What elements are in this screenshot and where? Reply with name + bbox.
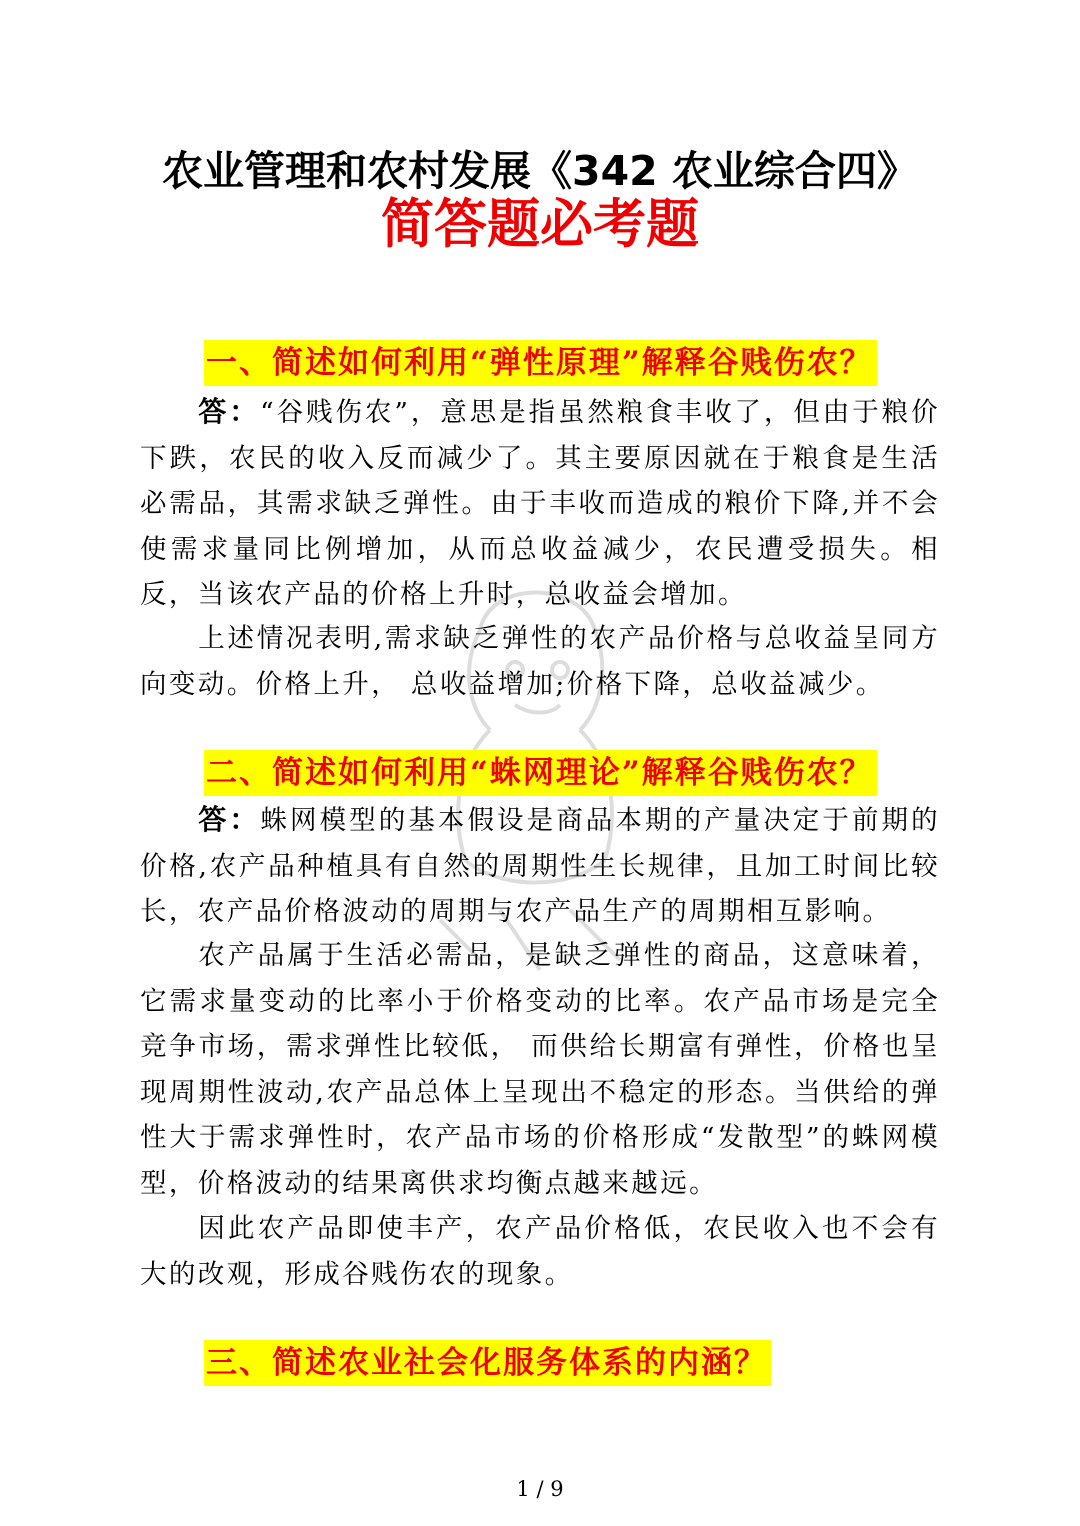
section-2-paragraph-2: 农产品属于生活必需品，是缺乏弹性的商品，这意味着，它需求量变动的比率小于价格变动的比率。农产品市场是完全竞争市场，需求弹性比较低， 而供给长期富有弹性，价格也呈现周期性波动,农产品总体上呈现出不稳定的形态。当供给的弹性大于需求弹性时，农产品市场的价格形成“发散型”的蛛网模型，价格波动的结果离供求均衡点越来越远。 (140, 940, 940, 1199)
section-1-answer-label: 答： (198, 395, 261, 428)
section-2-answer-label: 答： (198, 803, 261, 836)
page-number: 1 / 9 (516, 1477, 564, 1501)
section-2-paragraph-3: 因此农产品即使丰产，农产品价格低，农民收入也不会有大的改观，形成谷贱伤农的现象。 (140, 1213, 940, 1290)
section-1-paragraph-2: 上述情况表明,需求缺乏弹性的农产品价格与总收益呈同方向变动。价格上升， 总收益增加;价格下降，总收益减少。 (140, 623, 940, 700)
document-subtitle: 简答题必考题 (381, 194, 699, 255)
section-1-paragraph-1 (140, 389, 940, 618)
section-1-heading: 一、简述如何利用“弹性原理”解释谷贱伤农？ (204, 340, 877, 386)
section-2-heading: 二、简述如何利用“蛛网理论”解释谷贱伤农？ (204, 750, 877, 796)
document-title: 农业管理和农村发展《342 农业综合四》 (162, 147, 918, 195)
section-2-paragraph-1-text: 蛛网模型的基本假设是商品本期的产量决定于前期的价格,农产品种植具有自然的周期性生长规律，且加工时间比较长，农产品价格波动的周期与农产品生产的周期相互影响。 (140, 805, 940, 928)
section-2-paragraph-1 (140, 797, 940, 935)
section-1-paragraph-1-text: “谷贱伤农”，意思是指虽然粮食丰收了，但由于粮价下跌，农民的收入反而减少了。其主要原因就在于粮食是生活必需品，其需求缺乏弹性。由于丰收而造成的粮价下降,并不会使需求量同比例增加，从而总收益减少，农民遭受损失。相反，当该农产品的价格上升时，总收益会增加。 (140, 397, 940, 611)
section-3-heading: 三、简述农业社会化服务体系的内涵？ (204, 1340, 771, 1386)
